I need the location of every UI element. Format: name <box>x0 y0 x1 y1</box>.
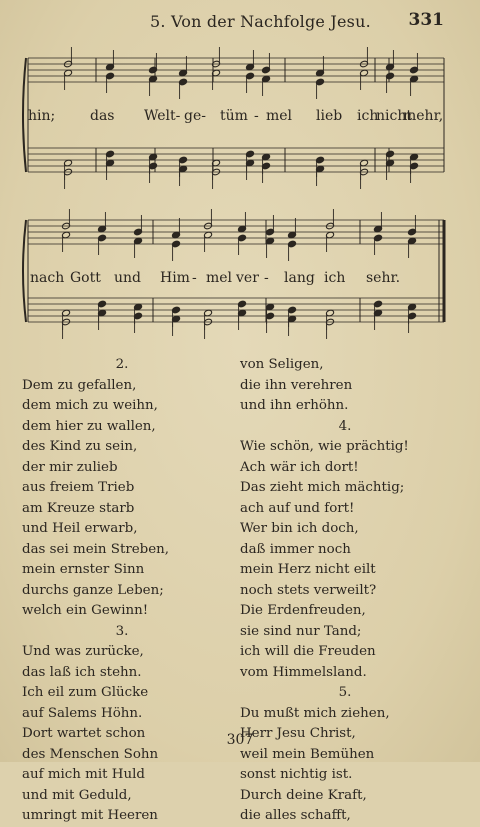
music-system-1 <box>20 50 450 200</box>
verse-line: Wer bin ich doch, <box>240 521 359 536</box>
verse-line: und mit Geduld, <box>22 787 132 803</box>
verse-line: ich will die Freuden <box>240 644 376 659</box>
verse-line: die ihn verehren <box>240 377 353 393</box>
verse-line: am Kreuze starb <box>22 500 135 516</box>
verse-line: Die Erdenfreuden, <box>240 603 366 618</box>
lyric-syllable: - <box>192 270 197 286</box>
verse-line: welch ein Gewinn! <box>22 603 149 618</box>
verses-right-column <box>240 355 450 827</box>
verse-line: dem mich zu weihn, <box>22 398 158 413</box>
running-title: 5. Von der Nachfolge Jesu. <box>150 12 371 31</box>
verse-number: 5. <box>338 685 352 700</box>
lyric-syllable: nicht <box>376 108 412 124</box>
verse-line: noch stets verweilt? <box>240 582 377 598</box>
verse-line: auf mich mit Huld <box>22 767 145 782</box>
verse-line: das sei mein Streben, <box>22 541 170 557</box>
verse-line: Und was zurücke, <box>22 644 144 659</box>
verse-line: sonst nichtig ist. <box>240 767 353 782</box>
verse-line: und Heil erwarb, <box>22 521 138 536</box>
lyric-syllable: das <box>90 108 115 124</box>
music-system-2 <box>20 212 450 342</box>
lyric-syllable: - <box>264 270 269 286</box>
verse-line: von Seligen, <box>240 357 324 372</box>
verse-line: Ach wär ich dort! <box>240 459 359 475</box>
verse-line: Wie schön, wie prächtig! <box>240 439 409 454</box>
verse-line: und ihn erhöhn. <box>240 398 349 413</box>
verse-number: 3. <box>115 623 129 639</box>
verse-line: aus freiem Trieb <box>22 480 135 495</box>
lyric-syllable: ich <box>324 270 346 286</box>
verse-line: mein Herz nicht eilt <box>240 562 376 577</box>
lyric-syllable: mehr, <box>403 108 444 124</box>
verse-line: ach auf und fort! <box>240 500 355 516</box>
verse-line: Du mußt mich ziehen, <box>240 705 390 721</box>
verse-line: Durch deine Kraft, <box>240 787 367 803</box>
verse-line: die alles schafft, <box>240 808 351 823</box>
lyric-syllable: tüm <box>220 108 248 124</box>
lyric-syllable: ver <box>236 270 259 286</box>
verse-line: sie sind nur Tand; <box>240 623 362 639</box>
lyric-syllable: mel <box>266 108 293 124</box>
lyric-line-1 <box>20 108 450 128</box>
lyric-syllable: Gott <box>70 270 101 286</box>
verse-line: dem hier zu wallen, <box>22 418 156 434</box>
verse-line: mein ernster Sinn <box>22 562 145 577</box>
lyric-syllable: und <box>114 270 141 286</box>
lyric-syllable: nach <box>30 270 65 286</box>
verse-line: Ich eil zum Glücke <box>22 685 149 700</box>
lyric-syllable: ich <box>357 108 379 124</box>
lyric-syllable: mel <box>206 270 233 286</box>
verse-line: auf Salems Höhn. <box>22 705 143 721</box>
verse-line: umringt mit Heeren <box>22 808 158 823</box>
verse-line: des Kind zu sein, <box>22 439 138 454</box>
verse-line: das laß ich stehn. <box>22 664 142 680</box>
verse-line: daß immer noch <box>240 541 351 557</box>
verse-line: weil mein Bemühen <box>240 746 375 762</box>
verse-line: des Menschen Sohn <box>22 746 159 762</box>
verse-line: Dem zu gefallen, <box>22 377 137 393</box>
verse-line: durchs ganze Leben; <box>22 582 164 598</box>
verse-number: 2. <box>115 357 129 372</box>
lyric-syllable: lieb <box>316 108 343 124</box>
lyric-syllable: sehr. <box>366 270 401 286</box>
page-number: 331 <box>408 10 444 30</box>
verse-line: Herr Jesu Christ, <box>240 726 356 741</box>
lyric-syllable: lang <box>284 270 315 286</box>
lyric-syllable: hin; <box>28 108 56 124</box>
lyric-syllable: - <box>254 108 259 124</box>
verse-line: Das zieht mich mächtig; <box>240 480 405 495</box>
lyric-syllable: Welt- <box>144 108 181 124</box>
verse-number: 4. <box>338 418 352 434</box>
verse-line: vom Himmelsland. <box>240 664 367 680</box>
lyric-syllable: ge- <box>184 108 206 124</box>
signature-number: 307 <box>226 732 254 748</box>
verses-left-column <box>22 355 222 827</box>
lyric-syllable: Him <box>160 270 190 286</box>
verse-line: der mir zulieb <box>22 459 118 475</box>
verse-line: Dort wartet schon <box>22 726 146 741</box>
lyric-line-2 <box>20 270 450 290</box>
